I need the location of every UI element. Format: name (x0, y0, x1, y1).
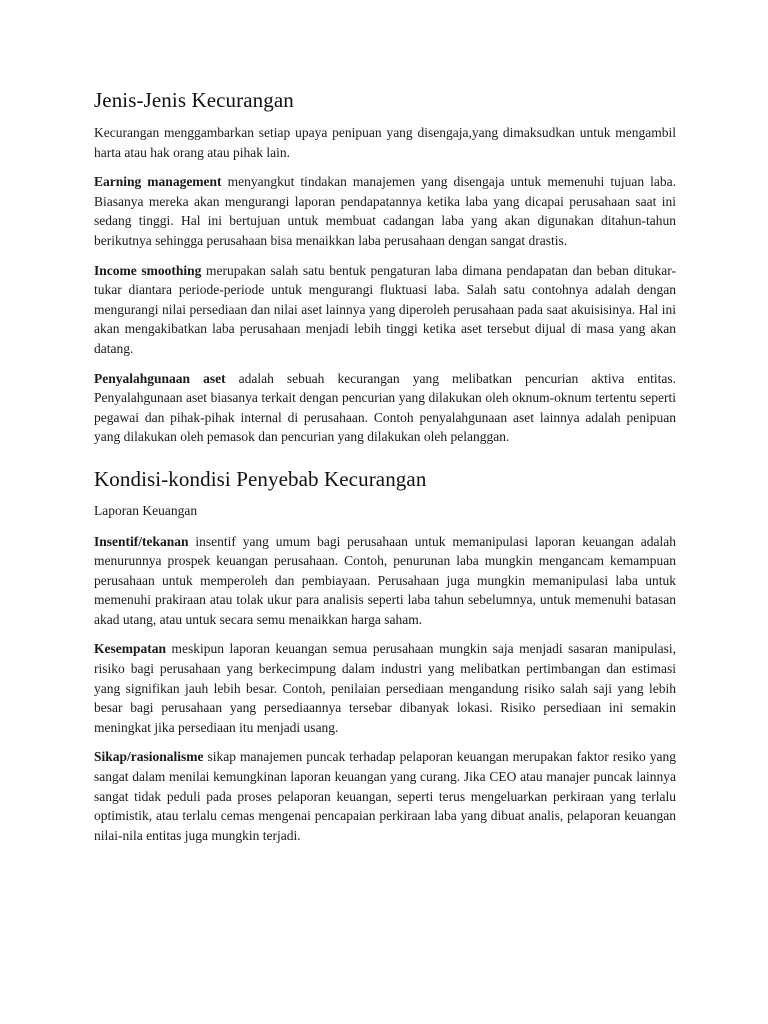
term-kesempatan: Kesempatan (94, 641, 166, 657)
paragraph-earning-management (94, 172, 676, 250)
term-earning-management: Earning management (94, 174, 222, 190)
text-kesempatan: meskipun laporan keuangan semua perusahaan mungkin saja menjadi sasaran manipulasi, risiko bagi perusahaan yang berkecimpung dalam industri yang melibatkan pertimbangan dan estimasi yang signifikan jauh lebih besar. Contoh, penilaian persediaan mengandung risiko salah saji yang lebih besar bagi perusahaan yang persediaannya tersebar dibanyak lokasi. Risiko persediaan ini semakin meningkat jika persediaan itu menjadi usang. (94, 641, 676, 735)
term-insentif-tekanan: Insentif/tekanan (94, 533, 189, 549)
text-income-smoothing: merupakan salah satu bentuk pengaturan laba dimana pendapatan dan beban ditukar-tukar diantara periode-periode untuk mengurangi fluktuasi laba. Salah satu contohnya adalah dengan mengurangi nilai persediaan dan nilai aset lainnya yang diperoleh perusahaan pada saat akuisisinya. Hal ini akan mengakibatkan laba perusahaan menjadi lebih tinggi ketika aset tersebut dijual di masa yang akan datang. (94, 262, 676, 356)
paragraph-income-smoothing (94, 261, 676, 359)
section-heading-jenis-kecurangan: Jenis-Jenis Kecurangan (94, 88, 294, 112)
text-earning-management: menyangkut tindakan manajemen yang disengaja untuk memenuhi tujuan laba. Biasanya mereka akan mengurangi laporan pendapatannya ketika laba yang dicapai perusahaan saat ini sedang tinggi. Hal ini bertujuan untuk membuat cadangan laba yang akan digunakan ditahun-tahun berikutnya sehingga perusahaan bisa menaikkan laba perusahaan dengan sangat drastis. (94, 174, 677, 248)
text-penyalahgunaan-aset: adalah sebuah kecurangan yang melibatkan pencurian aktiva entitas. Penyalahgunaan aset biasanya terkait dengan pencurian yang dilakukan oleh oknum-oknum tertentu seperti pegawai dan pihak-pihak internal di perusahaan. Contoh penyalahgunaan aset lainnya adalah penipuan yang dilakukan oleh pemasok dan pencurian yang dilakukan oleh pelanggan. (94, 370, 676, 445)
paragraph-sikap-rasionalisme (94, 747, 676, 845)
section-heading-kondisi-penyebab: Kondisi-kondisi Penyebab Kecurangan (94, 466, 427, 491)
document-page (94, 86, 676, 855)
term-penyalahgunaan-aset: Penyalahgunaan aset (94, 370, 226, 386)
text-sikap-rasionalisme: sikap manajemen puncak terhadap pelaporan keuangan merupakan faktor resiko yang sangat dalam menilai kemungkinan laporan keuangan yang curang. Jika CEO atau manajer puncak lainnya sangat tidak peduli pada proses pelaporan keuangan, seperti terus mengeluarkan perkiraan yang terlalu optimistik, atau terlalu cemas mengenai pencapaian perkiraan laba yang dibuat analis, pelaporan keuangan nilai-nila entitas juga mungkin terjadi. (94, 749, 676, 843)
term-income-smoothing: Income smoothing (94, 262, 202, 278)
text-insentif-tekanan: insentif yang umum bagi perusahaan untuk memanipulasi laporan keuangan adalah menurunnya prospek keuangan perusahaan. Contoh, penurunan laba mungkin mengancam kemampuan perusahaan untuk memperoleh dan pembiayaan. Perusahaan juga mungkin memanipulasi laba untuk memenuhi prakiraan atau tolak ukur para analisis seperti laba tahun sebelumnya, untuk memenuhi batasan akad utang, atau untuk secara semu menaikkan harga saham. (94, 533, 676, 627)
paragraph-penyalahgunaan-aset (94, 369, 676, 447)
paragraph-kesempatan (94, 639, 676, 737)
term-sikap-rasionalisme: Sikap/rasionalisme (94, 749, 204, 765)
subheading-laporan-keuangan: Laporan Keuangan (94, 502, 198, 518)
intro-paragraph: Kecurangan menggambarkan setiap upaya penipuan yang disengaja,yang dimaksudkan untuk mengambil harta atau hak orang atau pihak lain. (94, 125, 676, 160)
paragraph-insentif-tekanan (94, 532, 676, 630)
